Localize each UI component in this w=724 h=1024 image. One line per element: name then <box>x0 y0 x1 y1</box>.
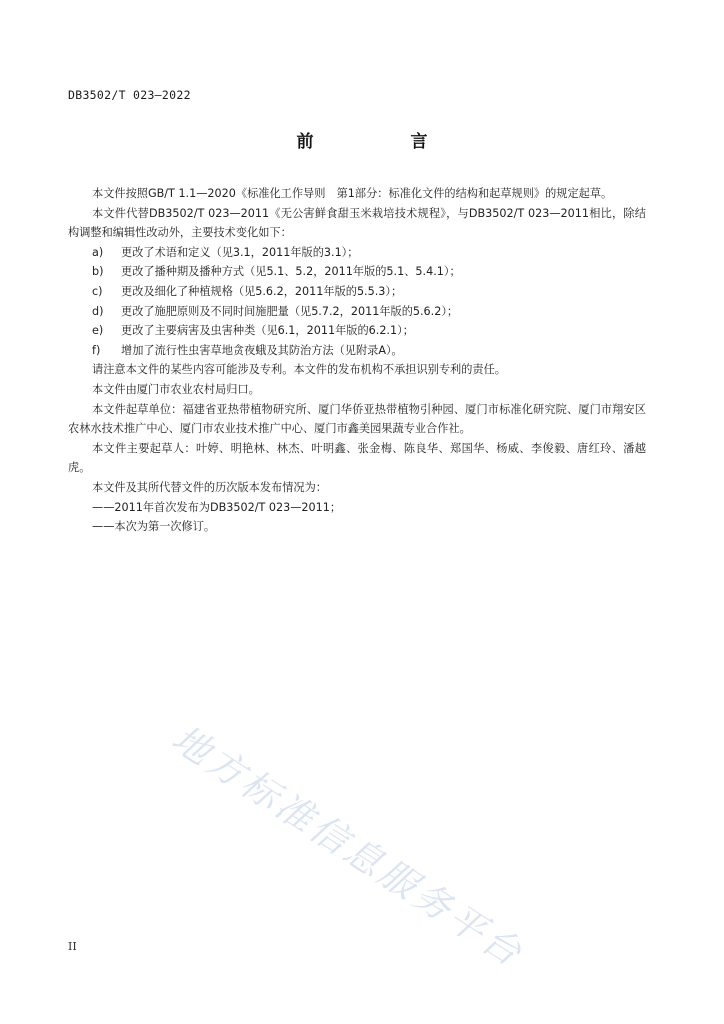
history-item-first: ——2011年首次发布为DB3502/T 023—2011； <box>92 500 342 514</box>
change-item-text: 更改及细化了种植规格（见5.6.2，2011年版的5.5.3）； <box>121 284 403 298</box>
change-item <box>68 321 646 341</box>
change-item <box>68 262 646 282</box>
change-item <box>68 302 646 322</box>
change-item-mark: d) <box>92 304 104 318</box>
change-item-text: 更改了主要病害及虫害种类（见6.1，2011年版的6.2.1）； <box>121 324 414 338</box>
page-number: II <box>68 940 77 953</box>
paragraph-version-history: 本文件及其所代替文件的历次版本发布情况为： <box>92 480 327 494</box>
paragraph-drafting-rules: 本文件按照GB/T 1.1—2020《标准化工作导则 第1部分：标准化文件的结构和起草规则》的规定起草。 <box>92 187 613 200</box>
page-title: 前 言 <box>296 132 468 152</box>
change-item-mark: b) <box>92 265 104 279</box>
change-item-text: 更改了播种期及播种方式（见5.1、5.2，2011年版的5.1、5.4.1）； <box>121 265 461 279</box>
change-item-mark: e) <box>92 324 104 338</box>
foreword-body <box>68 184 646 537</box>
history-item-current: ——本次为第一次修订。 <box>92 520 216 534</box>
paragraph-patent-notice: 请注意本文件的某些内容可能涉及专利。本文件的发布机构不承担识别专利的责任。 <box>92 363 506 377</box>
paragraph-administration: 本文件由厦门市农业农村局归口。 <box>92 382 260 396</box>
change-item-text: 更改了术语和定义（见3.1，2011年版的3.1）； <box>121 245 359 259</box>
change-item <box>68 282 646 302</box>
change-item <box>68 243 646 263</box>
paragraph-replacement: 本文件代替DB3502/T 023—2011《无公害鲜食甜玉米栽培技术规程》，与DB3502/T 023—2011相比，除结构调整和编辑性改动外，主要技术变化如下： <box>68 206 646 240</box>
paragraph-drafting-units: 本文件起草单位：福建省亚热带植物研究所、厦门华侨亚热带植物引种园、厦门市标准化研究院、厦门市翔安区农林水技术推广中心、厦门市农业技术推广中心、厦门市鑫美园果蔬专业合作社。 <box>68 402 646 436</box>
document-code: DB3502/T 023—2022 <box>68 88 191 102</box>
change-item <box>68 341 646 361</box>
change-item-text: 更改了施肥原则及不同时间施肥量（见5.7.2，2011年版的5.6.2）； <box>121 304 459 318</box>
change-item-text: 增加了流行性虫害草地贪夜蛾及其防治方法（见附录A）。 <box>121 343 403 357</box>
change-item-mark: c) <box>92 284 103 298</box>
change-item-mark: a) <box>92 245 104 259</box>
change-item-mark: f) <box>92 343 101 357</box>
watermark: 地方标准信息服务平台 <box>164 716 532 977</box>
paragraph-drafters: 本文件主要起草人：叶婷、明艳林、林杰、叶明鑫、张金梅、陈良华、郑国华、杨威、李俊毅、唐红玲、潘越虎。 <box>68 441 646 475</box>
